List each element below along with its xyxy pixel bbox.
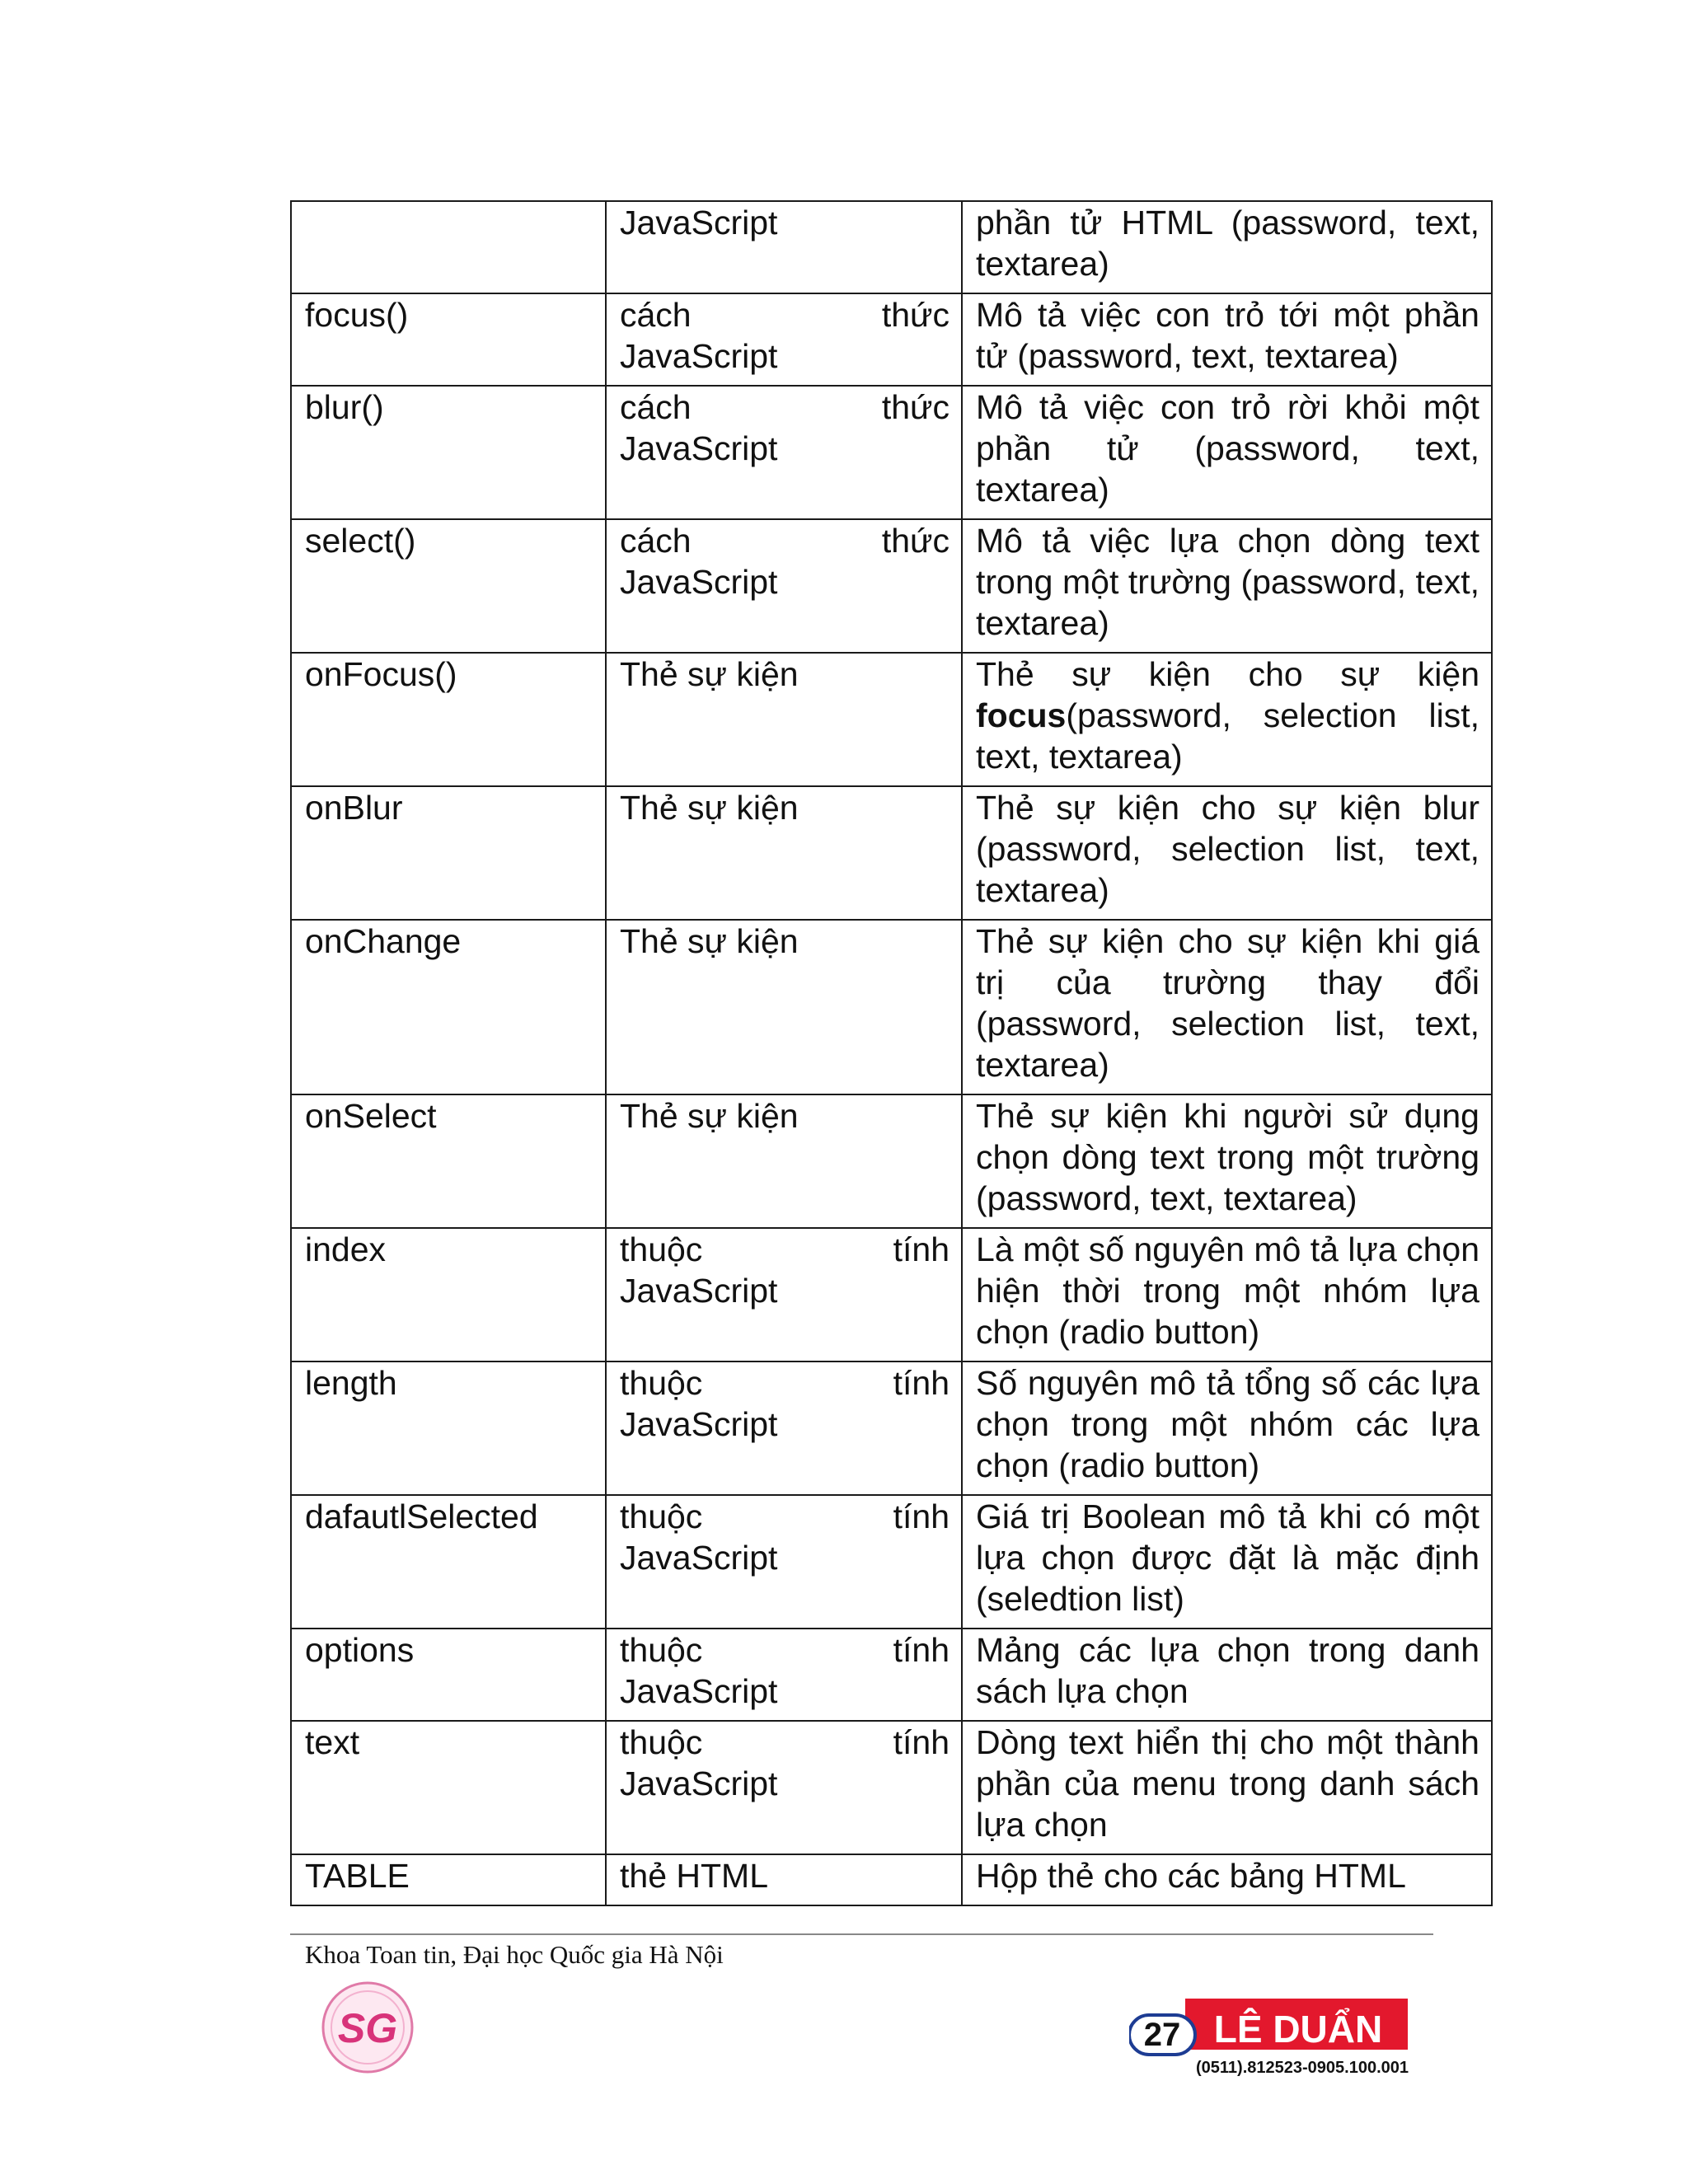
cell-name: onBlur [291,786,606,920]
type-text: thuộc tính JavaScript [620,1723,950,1802]
cell-name: index [291,1228,606,1361]
cell-name: focus() [291,293,606,386]
cell-type [606,1495,962,1629]
cell-name: onFocus() [291,653,606,786]
cell-name [291,201,606,293]
le-duan-logo [1129,1990,1418,2085]
cell-name: text [291,1721,606,1854]
cell-type: Thẻ sự kiện [606,786,962,920]
cell-type [606,1721,962,1854]
type-text: cách thức JavaScript [620,522,950,601]
cell-name: length [291,1361,606,1495]
cell-name: TABLE [291,1854,606,1905]
cell-type [606,1228,962,1361]
cell-description: Dòng text hiển thị cho một thành phần của menu trong danh sách lựa chọn [962,1721,1492,1854]
table-row [291,201,1492,293]
footer-rule [290,1933,1433,1935]
type-text: thuộc tính JavaScript [620,1364,950,1443]
cell-name: blur() [291,386,606,519]
cell-description: Mô tả việc con trỏ tới một phần tử (password, text, textarea) [962,293,1492,386]
cell-name: dafautlSelected [291,1495,606,1629]
table-row [291,920,1492,1094]
table-row [291,1495,1492,1629]
table-row [291,519,1492,653]
le-duan-number: 27 [1143,2017,1181,2053]
cell-type [606,1361,962,1495]
table-row [291,293,1492,386]
cell-description: Thẻ sự kiện cho sự kiện blur (password, selection list, text, textarea) [962,786,1492,920]
cell-type: Thẻ sự kiện [606,920,962,1094]
cell-type: Thẻ sự kiện [606,653,962,786]
table-row [291,1629,1492,1721]
cell-description: Mảng các lựa chọn trong danh sách lựa chọn [962,1629,1492,1721]
cell-description: Thẻ sự kiện khi người sử dụng chọn dòng text trong một trường (password, text, textarea) [962,1094,1492,1228]
cell-type [606,1629,962,1721]
cell-name: options [291,1629,606,1721]
table-row [291,653,1492,786]
cell-type [606,386,962,519]
cell-type [606,519,962,653]
table-row [291,1228,1492,1361]
cell-description: Thẻ sự kiện cho sự kiện khi giá trị của trường thay đổi (password, selection list, text, textarea) [962,920,1492,1094]
table-row [291,1094,1492,1228]
cell-description: Mô tả việc con trỏ rời khỏi một phần tử (password, text, textarea) [962,386,1492,519]
table-row [291,1721,1492,1854]
cell-type: JavaScript [606,201,962,293]
sg-logo-text: SG [337,2005,398,2051]
le-duan-name: LÊ DUẨN [1213,2008,1383,2050]
sg-logo [320,1980,415,2075]
cell-description: Số nguyên mô tả tổng số các lựa chọn trong một nhóm các lựa chọn (radio button) [962,1361,1492,1495]
cell-description: Hộp thẻ cho các bảng HTML [962,1854,1492,1905]
table-row [291,1854,1492,1905]
cell-type [606,293,962,386]
cell-name: select() [291,519,606,653]
document-table [290,200,1493,1906]
cell-description: Là một số nguyên mô tả lựa chọn hiện thời trong một nhóm lựa chọn (radio button) [962,1228,1492,1361]
type-text: cách thức JavaScript [620,296,950,375]
footer-text: Khoa Toan tin, Đại học Quốc gia Hà Nội [305,1940,724,1969]
type-text: thuộc tính JavaScript [620,1497,950,1577]
cell-type: thẻ HTML [606,1854,962,1905]
cell-name: onChange [291,920,606,1094]
type-text: thuộc tính JavaScript [620,1230,950,1310]
cell-description: Mô tả việc lựa chọn dòng text trong một trường (password, text, textarea) [962,519,1492,653]
type-text: cách thức JavaScript [620,388,950,467]
cell-name: onSelect [291,1094,606,1228]
type-text: thuộc tính JavaScript [620,1631,950,1710]
le-duan-phone: (0511).812523-0905.100.001 [1195,2059,1409,2077]
table-row [291,386,1492,519]
cell-description: Thẻ sự kiện cho sự kiện focus(password, selection list, text, textarea) [962,653,1492,786]
cell-description: Giá trị Boolean mô tả khi có một lựa chọn được đặt là mặc định (seledtion list) [962,1495,1492,1629]
cell-type: Thẻ sự kiện [606,1094,962,1228]
table-row [291,786,1492,920]
cell-description: phần tử HTML (password, text, textarea) [962,201,1492,293]
table-row [291,1361,1492,1495]
